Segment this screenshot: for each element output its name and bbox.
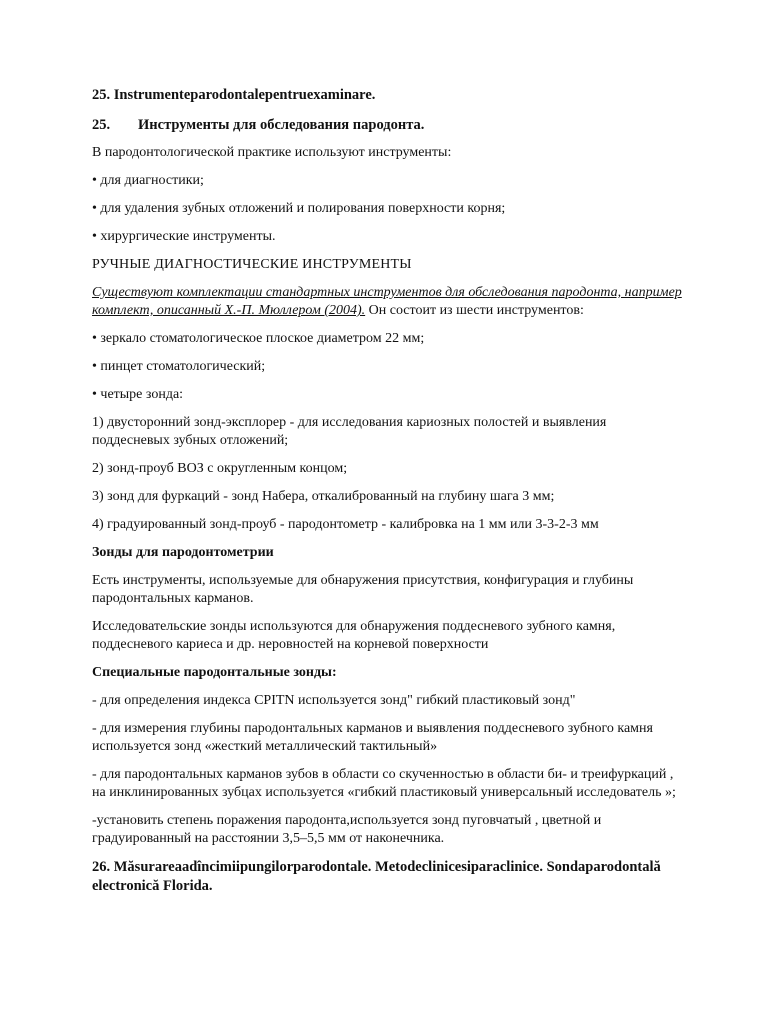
probe-item-who: 2) зонд-проуб ВОЗ с округленным концом; bbox=[92, 461, 348, 476]
kit-paragraph bbox=[92, 284, 682, 320]
kit-bullet-four-probes: • четыре зонда: bbox=[92, 386, 682, 404]
probes-definition-paragraph: Есть инструменты, используемые для обнаружения присутствия, конфигурация и глубины пародонтальных карманов. bbox=[92, 573, 634, 606]
special-item-severity: -установить степень поражения пародонта,используется зонд пуговчатый , цветной и градуированный на расстоянии 3,5–5,5 мм от наконечника. bbox=[92, 813, 602, 846]
intro-bullet-diagnostics: • для диагностики; bbox=[92, 172, 682, 190]
special-item-cpitn: - для определения индекса CPITN используется зонд" гибкий пластиковый зонд" bbox=[92, 693, 576, 708]
heading-25-romanian: 25. Instrumenteparodontalepentruexaminare. bbox=[92, 87, 376, 103]
special-item-furcation: - для пародонтальных карманов зубов в области со скученностью в области би- и треифуркаций , на инклинированных зубцах используется «гибкий пластиковый универсальный исследователь »; bbox=[92, 767, 676, 800]
probe-item-graduated: 4) градуированный зонд-проуб - пародонтометр - калибровка на 1 мм или 3-3-2-3 мм bbox=[92, 517, 599, 532]
kit-bullet-tweezers: • пинцет стоматологический; bbox=[92, 358, 682, 376]
intro-bullet-surgical: • хирургические инструменты. bbox=[92, 228, 682, 246]
probe-item-explorer: 1) двусторонний зонд-эксплорер - для исследования кариозных полостей и выявления поддесневых зубных отложений; bbox=[92, 415, 607, 448]
intro-paragraph: В пародонтологической практике используют инструменты: bbox=[92, 145, 452, 160]
kit-count: Он состоит из шести инструментов: bbox=[365, 303, 584, 318]
heading-25-russian bbox=[92, 116, 682, 134]
section-heading-manual-instruments: РУЧНЫЕ ДИАГНОСТИЧЕСКИЕ ИНСТРУМЕНТЫ bbox=[92, 257, 412, 272]
heading-25-number: 25. bbox=[92, 117, 111, 133]
kit-bullet-mirror: • зеркало стоматологическое плоское диаметром 22 мм; bbox=[92, 330, 682, 348]
special-item-pocket-depth: - для измерения глубины пародонтальных карманов и выявления поддесневого зубного камня используется зонд «жесткий металлический тактильный» bbox=[92, 721, 653, 754]
explorers-definition-paragraph: Исследовательские зонды используются для обнаружения поддесневого зубного камня, поддесневого кариеса и др. неровностей на корневой поверхности bbox=[92, 619, 616, 652]
intro-bullet-deposits: • для удаления зубных отложений и полирования поверхности корня; bbox=[92, 200, 682, 218]
heading-26-romanian: 26. Măsurareaadîncimiipungilorparodontale. Metodeclinicesiparaclinice. Sondaparodontală electronică Florida. bbox=[92, 859, 661, 894]
kit-reference: Существуют комплектации стандартных инструментов для обследования пародонта, например комплект, описанный Х.-П. Мюллером (2004). bbox=[92, 285, 682, 318]
probe-item-nabers: 3) зонд для фуркаций - зонд Набера, откалиброванный на глубину шага 3 мм; bbox=[92, 489, 555, 504]
document-page bbox=[92, 86, 682, 906]
section-heading-periodontometry-probes: Зонды для пародонтометрии bbox=[92, 545, 274, 560]
section-heading-special-probes: Специальные пародонтальные зонды: bbox=[92, 665, 337, 680]
heading-25-title: Инструменты для обследования пародонта. bbox=[138, 117, 425, 133]
